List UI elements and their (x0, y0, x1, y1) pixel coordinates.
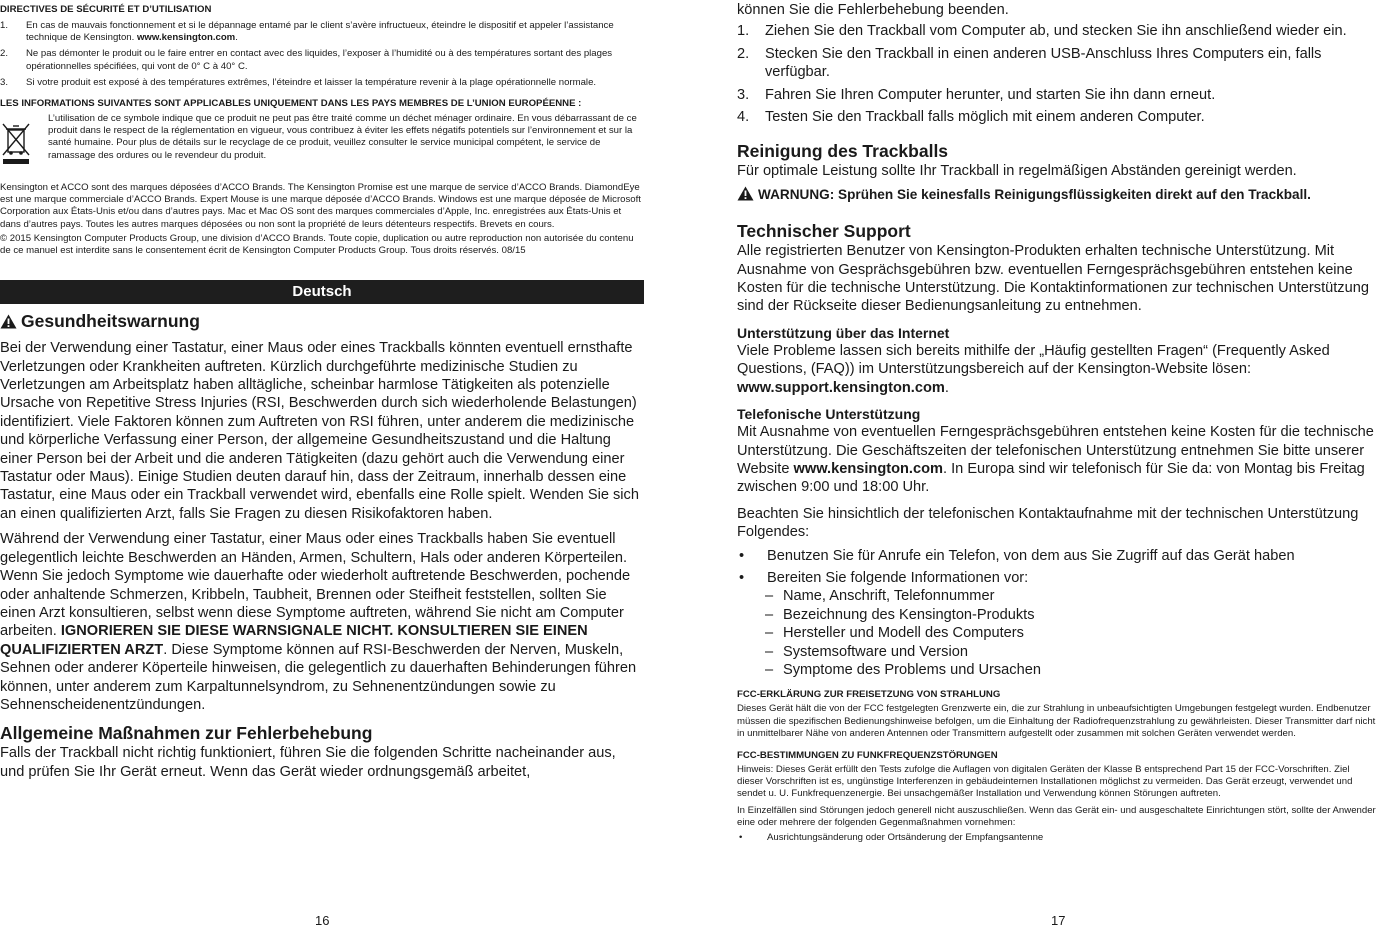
health-p2-tail: . Diese Symptome können auf RSI-Beschwerden der Nerven, Muskeln, Sehnen oder anderer Köperteile hinweisen, die gelegentlich zu dauerhaften Behinderungen führen können, unter anderem zum Karpaltunnelsyndrom, zu Sehnenentzündungen sowie zu Sehnenscheidenentzündungen. (0, 641, 637, 713)
dash-mark: – (765, 643, 774, 660)
cleaning-warning-text: WARNUNG: Sprühen Sie keinesfalls Reinigungsflüssigkeiten direkt auf den Trackball. (758, 186, 1311, 202)
right-page (737, 0, 1377, 929)
item-text: Si votre produit est exposé à des températures extrêmes, l’éteindre et laisser la température revenir à la plage opérationnelle normale. (26, 76, 597, 88)
sub-item-text: Systemsoftware und Version (783, 643, 968, 660)
phone-text: Mit Ausnahme von eventuellen Ferngesprächsgebühren entstehen keine Kosten für die technische Unterstützung. Die Geschäftszeiten der telefonischen Unterstützung entnehmen Sie bitte unserer Website (737, 424, 1374, 477)
health-title-text: Gesundheitswarnung (21, 311, 200, 332)
step-text: Testen Sie den Trackball falls möglich mit einem anderen Computer. (765, 109, 1205, 126)
health-p2-bold: IGNORIEREN SIE DIESE WARNSIGNALE NICHT. KONSULTIEREN SIE EINEN QUALIFIZIERTEN ARZT (0, 623, 588, 658)
support-title: Technischer Support (737, 221, 911, 242)
list-item (737, 569, 1377, 587)
step-number: 3. (737, 86, 750, 103)
troubleshoot-step (737, 22, 1377, 40)
sub-list-item (737, 661, 1377, 679)
step-number: 4. (737, 109, 750, 126)
step-text: Ziehen Sie den Trackball vom Computer ab, und stecken Sie ihn anschließend wieder ein. (765, 23, 1347, 40)
general-paragraph: Falls der Trackball nicht richtig funktioniert, führen Sie die folgenden Schritte nacheinander aus, und prüfen Sie Ihr Gerät erneut. Wenn das Gerät wieder ordnungsgemäß arbeitet, (0, 745, 616, 780)
continued-text: können Sie die Fehlerbehebung beenden. (737, 2, 1009, 18)
fcc-list-item (737, 832, 1377, 844)
note-paragraph: Beachten Sie hinsichtlich der telefonischen Kontaktaufnahme mit der technischen Unterstützung Folgendes: (737, 505, 1359, 541)
general-measures-title: Allgemeine Maßnahmen zur Fehlerbehebung (0, 723, 373, 744)
warning-icon (737, 186, 754, 206)
dash-mark: – (765, 661, 774, 678)
weee-text: L’utilisation de ce symbole indique que ce produit ne peut pas être traité comme un déchet ménager ordinaire. En vous débarrassant de ce produit dans le respect de la réglementation en vigueur, vous contribuez à éviter les effets négatifs potentiels sur l’environnement et sur la santé humaine. Pour plus de détails sur le recyclage de ce produit, veuillez consulter le service municipal compétent, le service de ramassage des ordures ou le revendeur du produit. (48, 113, 637, 161)
fcc-bullet-text: Ausrichtungsänderung oder Ortsänderung der Empfangsantenne (767, 832, 1044, 843)
bullet-mark: • (739, 832, 743, 843)
language-band: Deutsch (0, 280, 644, 304)
phone-support-paragraph (737, 423, 1377, 497)
sub-item-text: Name, Anschrift, Telefonnummer (783, 588, 995, 605)
item-text (26, 20, 644, 44)
weee-block (0, 113, 644, 170)
sub-list-item (737, 643, 1377, 661)
safety-item (0, 48, 644, 72)
weee-bin-icon (0, 113, 36, 170)
bullet-mark: • (739, 569, 745, 586)
trademarks-text: Kensington et ACCO sont des marques déposées d’ACCO Brands. The Kensington Promise est une marque de service d’ACCO Brands. DiamondEye est une marque commerciale d’ACCO Brands. Expert Mouse is une marque déposée d’ACCO Brands. Windows est une marque déposée de Microsoft Corporation aux États-Unis et/ou dans d’autres pays. Mac et Mac OS sont des marques commerciales d’Apple, Inc. enregistrées aux États-Unis et dans d’autres pays. Toutes les autres marques déposées ou non sont la propriété de leurs détenteurs respectifs. Brevets en cours. (0, 182, 641, 230)
item-number: 2. (0, 48, 9, 60)
item-number: 3. (0, 76, 9, 88)
fcc-radiation-title: FCC-ERKLÄRUNG ZUR FREISETZUNG VON STRAHLUNG (737, 689, 1001, 701)
page-number: 16 (315, 913, 330, 928)
fcc-radiation-paragraph: Dieses Gerät hält die von der FCC festgelegten Grenzwerte ein, die zur Strahlung in unbeaufsichtigten Umgebungen festgelegt wurden. Endbenutzer müssen die spezifischen Bedienungshinweise befolgen, um die Einhaltung der Radiofrequenzstrahlung zu gewährleisten. Dieser Transmitter darf nicht in unmittelbarer Nähe von anderen Antennen oder Transmittern aufgestellt oder zusammen mit solchen Geräten verwendet werden. (737, 703, 1376, 739)
sub-item-text: Hersteller und Modell des Computers (783, 625, 1024, 642)
step-text: Fahren Sie Ihren Computer herunter, und starten Sie ihn dann erneut. (765, 86, 1216, 103)
step-text: Stecken Sie den Trackball in einen anderen USB-Anschluss Ihres Computers ein, falls verfügbar. (765, 45, 1322, 81)
health-p2-text: Während der Verwendung einer Tastatur, einer Maus oder eines Trackballs haben Sie eventuell gelegentlich leichte Beschwerden an Händen, Armen, Schultern, Hals oder anderen Körperteilen. Wenn Sie jedoch Symptome wie dauerhafte oder wiederholt auftretende Beschwerden, pochende oder anhaltende Schmerzen, Kribbeln, Taubheit, Brennen oder Steifheit feststellen, sollten Sie einen Arzt konsultieren, selbst wenn diese Symptome auftreten, während Sie nicht am Computer arbeiten. (0, 531, 631, 640)
sub-list-item (737, 624, 1377, 642)
bullet-text: Benutzen Sie für Anrufe ein Telefon, von dem aus Sie Zugriff auf das Gerät haben (767, 547, 1295, 564)
health-paragraph-2 (0, 530, 644, 714)
safety-item (0, 20, 644, 44)
step-number: 2. (737, 45, 750, 62)
dash-mark: – (765, 606, 774, 623)
bullet-mark: • (739, 547, 745, 564)
item-text: Ne pas démonter le produit ou le faire entrer en contact avec des liquides, l’exposer à l’humidité ou à des températures sortant des plages opérationnelles spécifiées, qui vont de 0° C à 40° C. (26, 48, 613, 72)
phone-tail: . In Europa sind wir telefonisch für Sie da: von Montag bis Freitag zwischen 9:00 und 18:00 Uhr. (737, 460, 1365, 496)
internet-support-paragraph (737, 342, 1377, 397)
support-website-link[interactable]: www.support.kensington.com (737, 379, 945, 396)
dash-mark: – (765, 625, 774, 642)
warning-icon (0, 312, 17, 334)
troubleshoot-step (737, 108, 1377, 126)
safety-item (0, 77, 644, 89)
support-paragraph: Alle registrierten Benutzer von Kensington-Produkten erhalten technische Unterstützung. Mit Ausnahme von Gesprächsgebühren bzw. eventuellen Ferngesprächsgebühren entstehen keine Kosten für die technische Unterstützung. Die Kontaktinformationen zur technischen Unterstützung sind der Rückseite dieser Bedienungsanleitung zu entnehmen. (737, 243, 1369, 315)
kensington-website-link[interactable]: www.kensington.com (793, 460, 943, 477)
sub-item-text: Bezeichnung des Kensington-Produkts (783, 606, 1035, 623)
fcc-interference-paragraph-2: In Einzelfällen sind Störungen jedoch generell nicht auszuschließen. Wenn das Gerät ein- und ausgeschaltete Einrichtungen stört, sollte der Anwender eine oder mehrere der folgenden Gegenmaßnahmen vornehmen: (737, 804, 1376, 828)
list-item (737, 547, 1377, 565)
internet-tail: . (944, 379, 949, 396)
copyright-text: © 2015 Kensington Computer Products Group, une division d’ACCO Brands. Toute copie, duplication ou autre reproduction non autorisée du contenu de ce manuel est interdite sans le consentement écrit de Kensington Computer Products Group. Tous droits réservés. 08/15 (0, 232, 634, 257)
left-page (0, 0, 644, 929)
troubleshoot-step (737, 45, 1377, 82)
cleaning-warning (737, 186, 1377, 206)
fcc-interference-paragraph-1: Hinweis: Dieses Gerät erfüllt den Tests zufolge die Auflagen von digitalen Geräten der Klasse B entsprechend Part 15 der FCC-Vorschriften. Ziel dieser Vorschriften ist es, ungünstige Interferenzen in gebäudeinternen Installationen möglichst zu vermeiden. Das Gerät erzeugt, verwendet und sendet u. U. Funkfrequenzenergie. Bei unsachgemäßer Installation und Verwendung können Störungen auftreten. (737, 763, 1353, 800)
page-number: 17 (1051, 913, 1066, 928)
bullet-text: Bereiten Sie folgende Informationen vor: (767, 569, 1029, 586)
item-text-body: En cas de mauvais fonctionnement et si le dépannage entamé par le client s’avère infructueux, éteindre le dispositif et appeler l’assistance technique de Kensington. (26, 20, 614, 44)
item-number: 1. (0, 20, 9, 31)
troubleshoot-step (737, 86, 1377, 104)
fcc-interference-title: FCC-BESTIMMUNGEN ZU FUNKFREQUENZSTÖRUNGEN (737, 749, 998, 761)
internet-text: Viele Probleme lassen sich bereits mithilfe der „Häufig gestellten Fragen“ (Frequently Asked Questions, (FAQ)) im Unterstützungsbereich auf der Kensington-Website lösen: (737, 342, 1330, 378)
item-tail: . (235, 32, 238, 44)
cleaning-title: Reinigung des Trackballs (737, 141, 949, 162)
health-warning-title (0, 310, 644, 334)
sub-list-item (737, 587, 1377, 605)
dash-mark: – (765, 588, 774, 605)
step-number: 1. (737, 23, 750, 40)
kensington-link[interactable]: www.kensington.com (136, 32, 236, 44)
safety-title: DIRECTIVES DE SÉCURITÉ ET D’UTILISATION (0, 4, 212, 15)
phone-support-title: Telefonische Unterstützung (737, 406, 921, 423)
sub-item-text: Symptome des Problems und Ursachen (783, 661, 1041, 678)
sub-list-item (737, 606, 1377, 624)
cleaning-paragraph: Für optimale Leistung sollte Ihr Trackball in regelmäßigen Abständen gereinigt werden. (737, 163, 1297, 180)
internet-support-title: Unterstützung über das Internet (737, 324, 950, 341)
health-paragraph-1: Bei der Verwendung einer Tastatur, einer Maus oder eines Trackballs könnten eventuell ernsthafte Verletzungen oder Krankheiten auftreten. Kürzlich durchgeführte medizinische Studien zu Verletzungen am Arbeitsplatz haben alltägliche, scheinbar harmlose Tätigkeiten als potenzielle Ursache von Repetitive Stress Injuries (RSI, Beschwerden durch sich wiederholende Belastungen) identifiziert. Viele Faktoren können zum Auftreten von RSI führen, unter anderem die medizinische und körperliche Verfassung einer Person, der allgemeine Gesundheitszustand und die Haltung einer Person bei der Arbeit und die anderen Tätigkeiten (dazu gehört auch die Verwendung einer Tastatur oder Maus). Einige Studien deuten darauf hin, dass der Zeitraum, innerhalb dessen eine Tastatur, eine Maus oder ein Trackball verwendet wird, ebenfalls eine Rolle spielt. Wenden Sie sich an einen qualifizierten Arzt, falls Sie Fragen zu diesen Risikofaktoren haben. (0, 340, 639, 522)
eu-title: LES INFORMATIONS SUIVANTES SONT APPLICABLES UNIQUEMENT DANS LES PAYS MEMBRES DE L’UNION EUROPÉENNE : (0, 98, 582, 110)
